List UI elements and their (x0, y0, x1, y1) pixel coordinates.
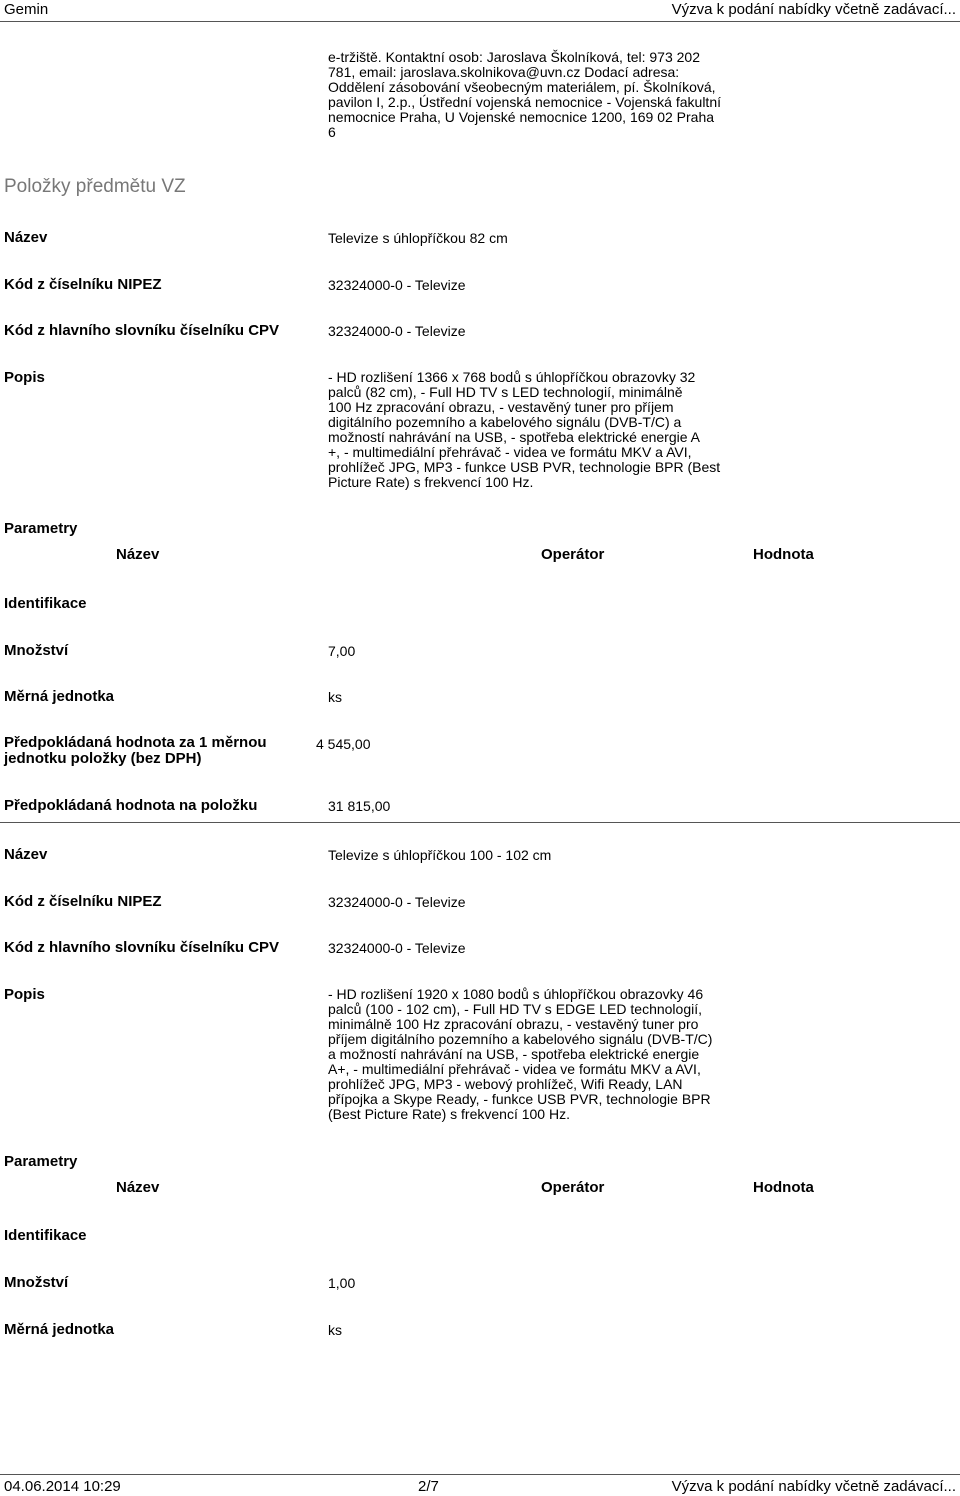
param-col-hodnota: Hodnota (753, 546, 814, 563)
label-predp-jednotka: Předpokládaná hodnota za 1 měrnou jednotku položky (bez DPH) (4, 734, 267, 767)
param-col-nazev: Název (116, 546, 160, 563)
label-merna-jednotka: Měrná jednotka (4, 1321, 115, 1338)
label-identifikace: Identifikace (4, 1227, 87, 1244)
popis-line: Picture Rate) s frekvencí 100 Hz. (328, 474, 534, 490)
popis-line: - HD rozlišení 1366 x 768 bodů s úhlopříčkou obrazovky 32 (328, 369, 696, 385)
item1-cpv: 32324000-0 - Televize (328, 323, 466, 339)
contact-line: pavilon I, 2.p., Ústřední vojenská nemocnice - Vojenská fakultní (328, 94, 721, 110)
item1-popis (328, 370, 753, 490)
item1-nipez: 32324000-0 - Televize (328, 277, 466, 293)
popis-line: možností nahrávání na USB, - spotřeba elektrické energie A (328, 429, 700, 445)
header-left: Gemin (4, 1, 49, 18)
label-nipez: Kód z číselníku NIPEZ (4, 893, 162, 910)
contact-block (328, 50, 768, 140)
item2-nipez: 32324000-0 - Televize (328, 894, 466, 910)
label-merna-jednotka: Měrná jednotka (4, 688, 115, 705)
contact-line: Oddělení zásobování všeobecným materiálem, pí. Školníková, (328, 79, 716, 95)
popis-line: +, - multimediální přehrávač - videa ve formátu MKV a AVI, (328, 444, 692, 460)
header-rule (0, 21, 960, 22)
popis-line: minimálně 100 Hz zpracování obrazu, - vestavěný tuner pro (328, 1016, 699, 1032)
popis-line: příjem digitálního pozemního a kabelového signálu (DVB-T/C) (328, 1031, 713, 1047)
label-popis: Popis (4, 986, 45, 1003)
label-cpv: Kód z hlavního slovníku číselníku CPV (4, 939, 280, 956)
label-popis: Popis (4, 369, 45, 386)
item2-mnozstvi: 1,00 (328, 1275, 356, 1291)
popis-line: palců (100 - 102 cm), - Full HD TV s EDGE LED technologií, (328, 1001, 702, 1017)
popis-line: přípojka a Skype Ready, - funkce USB PVR, technologie BPR (328, 1091, 711, 1107)
label-predp-polozka: Předpokládaná hodnota na položku (4, 797, 258, 814)
contact-line: 6 (328, 124, 336, 140)
popis-line: palců (82 cm), - Full HD TV s LED technologií, minimálně (328, 384, 683, 400)
param-col-operator: Operátor (541, 546, 605, 563)
popis-line: A+, - multimediální přehrávač - videa ve formátu MKV a AVI, (328, 1061, 701, 1077)
footer-date: 04.06.2014 10:29 (4, 1478, 121, 1495)
item2-popis (328, 987, 753, 1122)
item1-mnozstvi: 7,00 (328, 643, 356, 659)
label-parametry: Parametry (4, 520, 78, 537)
popis-line: (Best Picture Rate) s frekvencí 100 Hz. (328, 1106, 570, 1122)
item2-nazev: Televize s úhlopříčkou 100 - 102 cm (328, 847, 552, 863)
popis-line: prohlížeč JPG, MP3 - funkce USB PVR, technologie BPR (Best (328, 459, 721, 475)
param-col-operator: Operátor (541, 1179, 605, 1196)
popis-line: 100 Hz zpracování obrazu, - vestavěný tuner pro příjem (328, 399, 674, 415)
item1-predp-polozka: 31 815,00 (328, 798, 391, 814)
footer-page-number: 2/7 (418, 1478, 439, 1495)
popis-line: - HD rozlišení 1920 x 1080 bodů s úhlopříčkou obrazovky 46 (328, 986, 704, 1002)
label-nazev: Název (4, 846, 48, 863)
item1-merna-jednotka: ks (328, 689, 342, 705)
label-mnozstvi: Množství (4, 1274, 69, 1291)
item-separator (0, 822, 960, 823)
header-right: Výzva k podání nabídky včetně zadávací... (671, 1, 956, 18)
contact-line: nemocnice Praha, U Vojenské nemocnice 1200, 169 02 Praha (328, 109, 715, 125)
item1-nazev: Televize s úhlopříčkou 82 cm (328, 230, 508, 246)
label-nazev: Název (4, 229, 48, 246)
param-col-hodnota: Hodnota (753, 1179, 814, 1196)
section-title: Položky předmětu VZ (4, 176, 186, 197)
popis-line: digitálního pozemního a kabelového signálu (DVB-T/C) a (328, 414, 682, 430)
item2-merna-jednotka: ks (328, 1322, 342, 1338)
contact-line: e-tržiště. Kontaktní osob: Jaroslava Školníková, tel: 973 202 (328, 49, 700, 65)
label-cpv: Kód z hlavního slovníku číselníku CPV (4, 322, 280, 339)
popis-line: prohlížeč JPG, MP3 - webový prohlížeč, Wifi Ready, LAN (328, 1076, 683, 1092)
item2-cpv: 32324000-0 - Televize (328, 940, 466, 956)
label-mnozstvi: Množství (4, 642, 69, 659)
label-parametry: Parametry (4, 1153, 78, 1170)
label-nipez: Kód z číselníku NIPEZ (4, 276, 162, 293)
param-col-nazev: Název (116, 1179, 160, 1196)
popis-line: a možností nahrávání na USB, - spotřeba elektrické energie (328, 1046, 700, 1062)
item1-predp-jednotka: 4 545,00 (316, 736, 371, 752)
contact-line: 781, email: jaroslava.skolnikova@uvn.cz Dodací adresa: (328, 64, 680, 80)
label-identifikace: Identifikace (4, 595, 87, 612)
footer-right: Výzva k podání nabídky včetně zadávací... (671, 1478, 956, 1495)
footer-rule (0, 1474, 960, 1475)
